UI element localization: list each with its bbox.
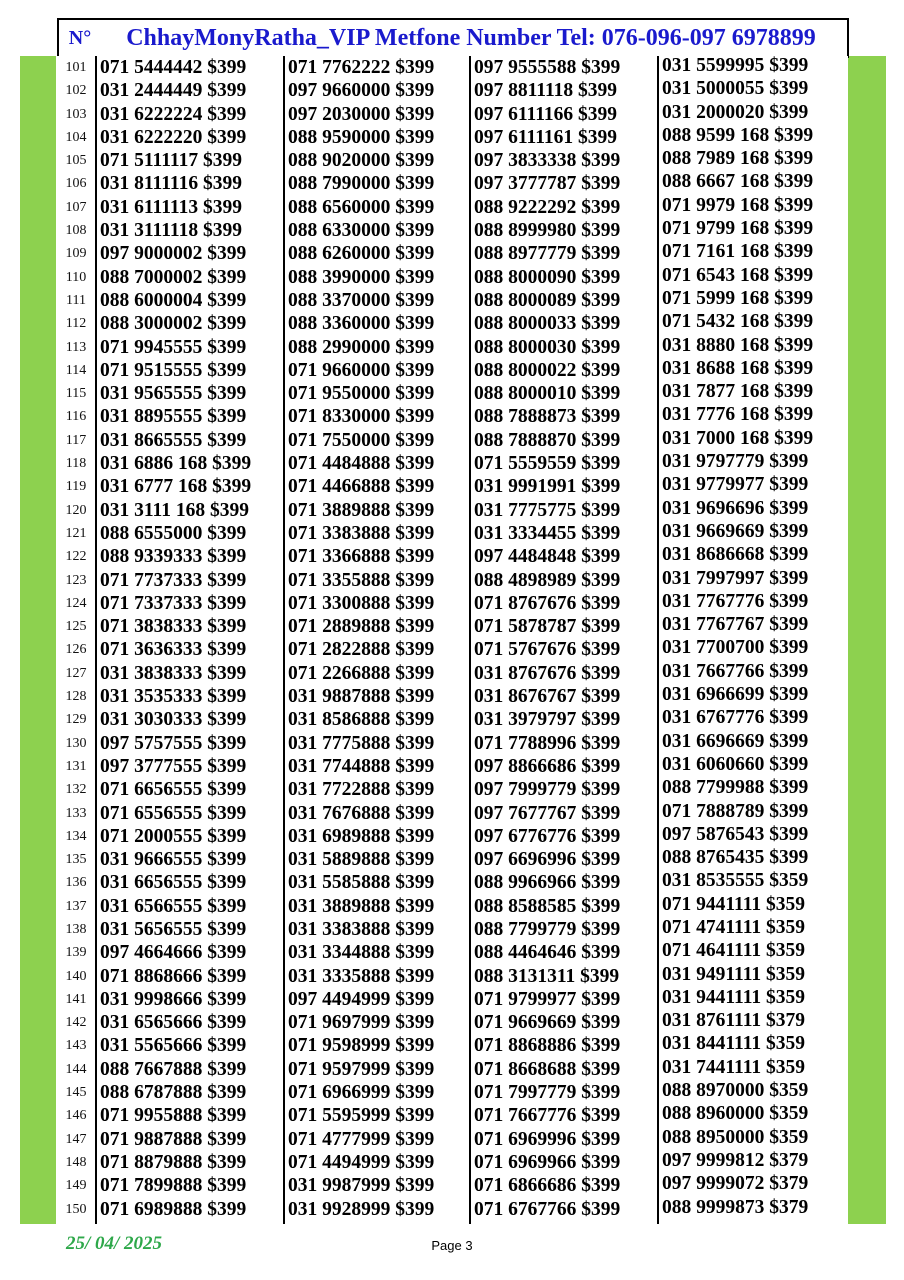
phone-number-entry: 088 8000022 $399 [474,359,621,381]
phone-number-entry: 071 9597999 $399 [288,1058,435,1080]
phone-number-entry: 031 7997997 $399 [662,568,809,589]
phone-number-entry: 031 5565666 $399 [100,1035,247,1057]
phone-number-entry: 031 9696696 $399 [662,498,809,519]
phone-number-entry: 031 8761111 $379 [662,1011,806,1032]
phone-number-entry: 071 6556555 $399 [100,802,247,824]
row-number: 147 [65,1131,87,1147]
phone-number-entry: 031 8880 168 $399 [662,335,814,356]
phone-number-entry: 031 6777 168 $399 [100,476,252,498]
row-number: 121 [65,525,87,541]
phone-number-entry: 031 6222220 $399 [100,126,247,148]
phone-number-entry: 088 8950000 $359 [662,1127,809,1148]
phone-number-entry: 031 6565666 $399 [100,1012,247,1034]
phone-number-entry: 088 9999873 $379 [662,1197,809,1218]
phone-number-entry: 071 7337333 $399 [100,592,247,614]
phone-number-entry: 071 9979 168 $399 [662,195,814,216]
phone-number-entry: 031 3889888 $399 [288,895,435,917]
phone-number-entry: 031 5000055 $399 [662,79,809,100]
phone-number-entry: 031 7877 168 $399 [662,382,814,403]
number-column-3 [469,56,657,1224]
phone-number-entry: 031 9565555 $399 [100,383,247,405]
phone-number-entry: 088 7799988 $399 [662,778,809,799]
phone-number-entry: 031 8676767 $399 [474,686,621,708]
row-number: 138 [65,921,87,937]
phone-number-entry: 071 7161 168 $399 [662,242,814,263]
phone-number-entry: 097 6111161 $399 [474,126,618,148]
phone-number-entry: 088 4464646 $399 [474,942,621,964]
row-number: 112 [65,316,87,332]
phone-number-entry: 071 5595999 $399 [288,1105,435,1127]
phone-number-entry: 031 8688 168 $399 [662,358,814,379]
phone-number-entry: 097 3777787 $399 [474,173,621,195]
phone-number-entry: 071 8767676 $399 [474,592,621,614]
phone-number-entry: 031 5889888 $399 [288,849,435,871]
phone-number-entry: 031 8535555 $359 [662,871,809,892]
phone-number-entry: 071 8668688 $399 [474,1058,621,1080]
phone-number-entry: 031 9491111 $359 [662,964,806,985]
phone-number-entry: 088 6330000 $399 [288,220,435,242]
phone-number-entry: 071 7667776 $399 [474,1105,621,1127]
row-number: 114 [65,362,87,378]
phone-number-entry: 088 3990000 $399 [288,266,435,288]
phone-number-entry: 071 2822888 $399 [288,639,435,661]
row-number: 128 [65,689,87,705]
row-number: 135 [65,852,87,868]
phone-number-entry: 088 9020000 $399 [288,150,435,172]
phone-number-entry: 097 2030000 $399 [288,103,435,125]
phone-number-entry: 031 9887888 $399 [288,686,435,708]
phone-number-entry: 071 9669669 $399 [474,1012,621,1034]
phone-number-entry: 071 7788996 $399 [474,732,621,754]
phone-number-entry: 031 9987999 $399 [288,1175,435,1197]
phone-number-entry: 088 3370000 $399 [288,289,435,311]
row-number: 132 [65,782,87,798]
row-number: 119 [65,479,87,495]
phone-number-entry: 071 3838333 $399 [100,616,247,638]
phone-number-entry: 031 6767776 $399 [662,708,809,729]
phone-number-entry: 031 7775775 $399 [474,499,621,521]
phone-number-entry: 071 4641111 $359 [662,941,806,962]
phone-number-entry: 031 9797779 $399 [662,452,809,473]
row-number: 126 [65,642,87,658]
phone-number-entry: 031 3383888 $399 [288,918,435,940]
phone-number-entry: 097 6111166 $399 [474,103,618,125]
phone-number-entry: 031 8111116 $399 [100,173,242,195]
phone-number-entry: 071 6966999 $399 [288,1082,435,1104]
phone-number-entry: 097 8811118 $399 [474,80,618,102]
phone-number-entry: 031 5656555 $399 [100,918,247,940]
page-number: Page 3 [431,1238,473,1253]
phone-number-entry: 071 8330000 $399 [288,406,435,428]
row-number: 106 [65,176,87,192]
phone-number-entry: 031 5585888 $399 [288,872,435,894]
phone-number-entry: 088 6667 168 $399 [662,172,814,193]
phone-number-entry: 071 4494999 $399 [288,1151,435,1173]
phone-number-entry: 031 8441111 $359 [662,1034,806,1055]
phone-number-entry: 071 2266888 $399 [288,662,435,684]
phone-number-entry: 097 9999072 $379 [662,1174,809,1195]
phone-number-entry: 071 4466888 $399 [288,476,435,498]
phone-number-entry: 031 3334455 $399 [474,522,621,544]
row-number: 141 [65,991,87,1007]
phone-number-entry: 071 6767766 $399 [474,1198,621,1220]
phone-number-entry: 071 4777999 $399 [288,1128,435,1150]
phone-number-entry: 097 5876543 $399 [662,824,809,845]
phone-number-entry: 071 9550000 $399 [288,383,435,405]
phone-number-entry: 097 9000002 $399 [100,243,247,265]
phone-number-entry: 031 6060660 $399 [662,754,809,775]
phone-number-entry: 071 5999 168 $399 [662,288,814,309]
row-number: 127 [65,665,87,681]
phone-number-entry: 071 5432 168 $399 [662,312,814,333]
phone-number-entry: 031 7676888 $399 [288,802,435,824]
row-number: 104 [65,129,87,145]
phone-number-entry: 088 9590000 $399 [288,126,435,148]
phone-number-entry: 071 5111117 $399 [100,150,242,172]
phone-number-entry: 031 9928999 $399 [288,1198,435,1220]
phone-number-entry: 071 9598999 $399 [288,1035,435,1057]
phone-number-entry: 031 7767767 $399 [662,615,809,636]
phone-number-entry: 071 3636333 $399 [100,639,247,661]
phone-number-entry: 071 6656555 $399 [100,779,247,801]
phone-number-entry: 031 3111 168 $399 [100,499,249,521]
phone-number-entry: 097 4664666 $399 [100,942,247,964]
phone-number-entry: 031 7700700 $399 [662,638,809,659]
phone-number-entry: 088 8765435 $399 [662,848,809,869]
phone-number-entry: 071 3889888 $399 [288,499,435,521]
phone-number-entry: 071 7888789 $399 [662,801,809,822]
phone-number-entry: 097 6696996 $399 [474,849,621,871]
phone-number-entry: 031 3838333 $399 [100,662,247,684]
phone-number-entry: 031 8895555 $399 [100,406,247,428]
phone-number-entry: 031 7775888 $399 [288,732,435,754]
phone-number-entry: 031 6111113 $399 [100,196,242,218]
phone-number-entry: 088 8000030 $399 [474,336,621,358]
row-number: 108 [65,223,87,239]
phone-number-entry: 071 4484888 $399 [288,453,435,475]
row-number: 148 [65,1154,87,1170]
phone-number-entry: 031 6696669 $399 [662,731,809,752]
phone-number-entry: 088 8588585 $399 [474,895,621,917]
row-number: 137 [65,898,87,914]
number-column-4 [657,56,850,1224]
phone-number-entry: 088 6560000 $399 [288,196,435,218]
phone-number-entry: 031 7722888 $399 [288,779,435,801]
phone-number-entry: 071 8868886 $399 [474,1035,621,1057]
phone-number-entry: 071 5878787 $399 [474,616,621,638]
phone-number-entry: 097 9999812 $379 [662,1150,809,1171]
phone-number-entry: 031 3335888 $399 [288,965,435,987]
phone-number-entry: 071 7997779 $399 [474,1082,621,1104]
phone-number-entry: 071 4741111 $359 [662,917,806,938]
phone-number-entry: 031 3344888 $399 [288,942,435,964]
phone-number-entry: 097 4484848 $399 [474,546,621,568]
phone-number-entry: 088 6260000 $399 [288,243,435,265]
phone-number-entry: 097 3833338 $399 [474,150,621,172]
phone-number-entry: 071 3383888 $399 [288,522,435,544]
phone-number-entry: 071 9660000 $399 [288,359,435,381]
row-number: 116 [65,409,87,425]
phone-number-entry: 097 9555588 $399 [474,57,621,78]
phone-number-entry: 088 8977779 $399 [474,243,621,265]
phone-number-entry: 071 5767676 $399 [474,639,621,661]
phone-number-entry: 071 9515555 $399 [100,359,247,381]
phone-number-entry: 031 3535333 $399 [100,686,247,708]
phone-number-entry: 088 9599 168 $399 [662,125,814,146]
phone-number-entry: 031 2444449 $399 [100,80,247,102]
phone-number-entry: 031 9779977 $399 [662,475,809,496]
phone-number-entry: 071 6543 168 $399 [662,265,814,286]
phone-number-entry: 031 7776 168 $399 [662,405,814,426]
phone-number-entry: 071 7550000 $399 [288,429,435,451]
phone-number-entry: 071 9887888 $399 [100,1128,247,1150]
row-number-column [57,56,95,1221]
number-column-1 [95,56,283,1224]
phone-number-entry: 031 7767776 $399 [662,591,809,612]
row-number: 111 [66,292,86,308]
row-number: 125 [65,619,87,635]
phone-number-entry: 088 7667888 $399 [100,1058,247,1080]
phone-number-entry: 031 9998666 $399 [100,988,247,1010]
phone-number-entry: 088 3360000 $399 [288,313,435,335]
row-number: 134 [65,828,87,844]
phone-number-entry: 088 8000090 $399 [474,266,621,288]
row-number: 145 [65,1085,87,1101]
phone-number-entry: 031 3030333 $399 [100,709,247,731]
row-number: 107 [65,199,87,215]
row-number: 101 [65,60,87,75]
phone-number-entry: 071 8879888 $399 [100,1151,247,1173]
phone-number-entry: 071 6969966 $399 [474,1151,621,1173]
row-number: 133 [65,805,87,821]
page-title: ChhayMonyRatha_VIP Metfone Number Tel: 076-096-097 6978899 [126,24,816,51]
row-number: 140 [65,968,87,984]
phone-number-entry: 071 6969996 $399 [474,1128,621,1150]
phone-number-entry: 071 3355888 $399 [288,569,435,591]
phone-number-entry: 088 7888873 $399 [474,406,621,428]
phone-number-entry: 088 7888870 $399 [474,429,621,451]
phone-number-entry: 071 7762222 $399 [288,57,435,78]
phone-number-entry: 088 8000089 $399 [474,289,621,311]
phone-number-entry: 031 7441111 $359 [662,1057,806,1078]
row-number: 123 [65,572,87,588]
footer-date: 25/ 04/ 2025 [66,1233,163,1254]
phone-number-entry: 031 7000 168 $399 [662,428,814,449]
phone-number-entry: 097 6776776 $399 [474,825,621,847]
phone-number-entry: 088 7799779 $399 [474,918,621,940]
phone-number-entry: 071 6866686 $399 [474,1175,621,1197]
row-number: 118 [65,456,87,472]
phone-number-entry: 088 6787888 $399 [100,1082,247,1104]
phone-number-entry: 097 3777555 $399 [100,755,247,777]
phone-number-entry: 097 4494999 $399 [288,988,435,1010]
row-number: 115 [65,386,87,402]
phone-number-entry: 097 5757555 $399 [100,732,247,754]
row-number: 113 [65,339,87,355]
phone-number-entry: 088 7000002 $399 [100,266,247,288]
phone-number-entry: 031 8586888 $399 [288,709,435,731]
phone-number-entry: 071 2000555 $399 [100,825,247,847]
phone-number-entry: 088 8970000 $359 [662,1081,809,1102]
phone-number-entry: 088 7990000 $399 [288,173,435,195]
phone-number-entry: 088 4898989 $399 [474,569,621,591]
row-number: 120 [65,502,87,518]
row-number: 105 [65,153,87,169]
phone-number-entry: 031 6989888 $399 [288,825,435,847]
phone-number-entry: 031 9441111 $359 [662,987,806,1008]
phone-number-entry: 031 7667766 $399 [662,661,809,682]
number-list-sheet [57,56,848,1224]
phone-number-entry: 071 9955888 $399 [100,1105,247,1127]
phone-number-entry: 031 3111118 $399 [100,220,242,242]
row-number: 130 [65,735,87,751]
number-column-2 [283,56,469,1224]
row-number: 146 [65,1108,87,1124]
phone-number-entry: 071 9441111 $359 [662,894,806,915]
phone-number-entry: 097 8866686 $399 [474,755,621,777]
phone-number-entry: 071 7899888 $399 [100,1175,247,1197]
phone-number-entry: 088 8999980 $399 [474,220,621,242]
phone-number-entry: 088 3000002 $399 [100,313,247,335]
phone-number-entry: 071 3300888 $399 [288,592,435,614]
phone-number-entry: 071 2889888 $399 [288,616,435,638]
row-number: 103 [65,106,87,122]
phone-number-entry: 031 8767676 $399 [474,662,621,684]
row-number: 144 [65,1061,87,1077]
phone-number-entry: 088 3131311 $399 [474,965,620,987]
phone-number-entry: 031 6566555 $399 [100,895,247,917]
phone-number-entry: 088 2990000 $399 [288,336,435,358]
phone-number-entry: 031 5599995 $399 [662,56,809,76]
row-number: 142 [65,1015,87,1031]
left-green-bar [20,56,56,1224]
row-number: 110 [65,269,87,285]
row-number: 124 [65,595,87,611]
phone-number-entry: 031 6222224 $399 [100,103,247,125]
phone-number-entry: 071 9945555 $399 [100,336,247,358]
phone-number-entry: 071 7737333 $399 [100,569,247,591]
phone-number-entry: 031 8686668 $399 [662,545,809,566]
row-number: 149 [65,1178,87,1194]
phone-number-entry: 071 3366888 $399 [288,546,435,568]
row-number: 143 [65,1038,87,1054]
row-number: 131 [65,758,87,774]
phone-number-entry: 097 7999779 $399 [474,779,621,801]
phone-number-entry: 088 8000033 $399 [474,313,621,335]
phone-number-entry: 088 6555000 $399 [100,522,247,544]
phone-number-entry: 071 9799 168 $399 [662,219,814,240]
phone-number-entry: 031 6966699 $399 [662,685,809,706]
phone-number-entry: 071 9697999 $399 [288,1012,435,1034]
phone-number-entry: 071 9799977 $399 [474,988,621,1010]
phone-number-entry: 031 9991991 $399 [474,476,621,498]
header-bar [57,18,849,58]
row-number: 150 [65,1201,87,1217]
phone-number-entry: 031 2000020 $399 [662,102,809,123]
phone-number-entry: 031 9669669 $399 [662,521,809,542]
phone-number-entry: 088 7989 168 $399 [662,149,814,170]
row-number: 136 [65,875,87,891]
row-number: 109 [65,246,87,262]
phone-number-entry: 088 9339333 $399 [100,546,247,568]
row-number: 139 [65,945,87,961]
phone-number-entry: 088 8000010 $399 [474,383,621,405]
phone-number-entry: 031 6886 168 $399 [100,453,252,475]
phone-number-entry: 031 8665555 $399 [100,429,247,451]
phone-number-entry: 088 6000004 $399 [100,289,247,311]
row-number: 102 [65,83,87,99]
phone-number-entry: 088 9966966 $399 [474,872,621,894]
phone-number-entry: 088 8960000 $359 [662,1104,809,1125]
phone-number-entry: 071 6989888 $399 [100,1198,247,1220]
phone-number-entry: 088 9222292 $399 [474,196,621,218]
phone-number-entry: 031 9666555 $399 [100,849,247,871]
phone-number-entry: 031 6656555 $399 [100,872,247,894]
right-green-bar [848,56,886,1224]
row-number: 117 [65,432,87,448]
number-column-header: N° [68,26,92,49]
phone-number-entry: 071 8868666 $399 [100,965,247,987]
phone-number-entry: 097 9660000 $399 [288,80,435,102]
phone-number-entry: 031 3979797 $399 [474,709,621,731]
phone-number-entry: 071 5444442 $399 [100,57,247,78]
phone-number-entry: 071 5559559 $399 [474,453,621,475]
phone-number-entry: 097 7677767 $399 [474,802,621,824]
phone-number-entry: 031 7744888 $399 [288,755,435,777]
row-number: 129 [65,712,87,728]
row-number: 122 [65,549,87,565]
